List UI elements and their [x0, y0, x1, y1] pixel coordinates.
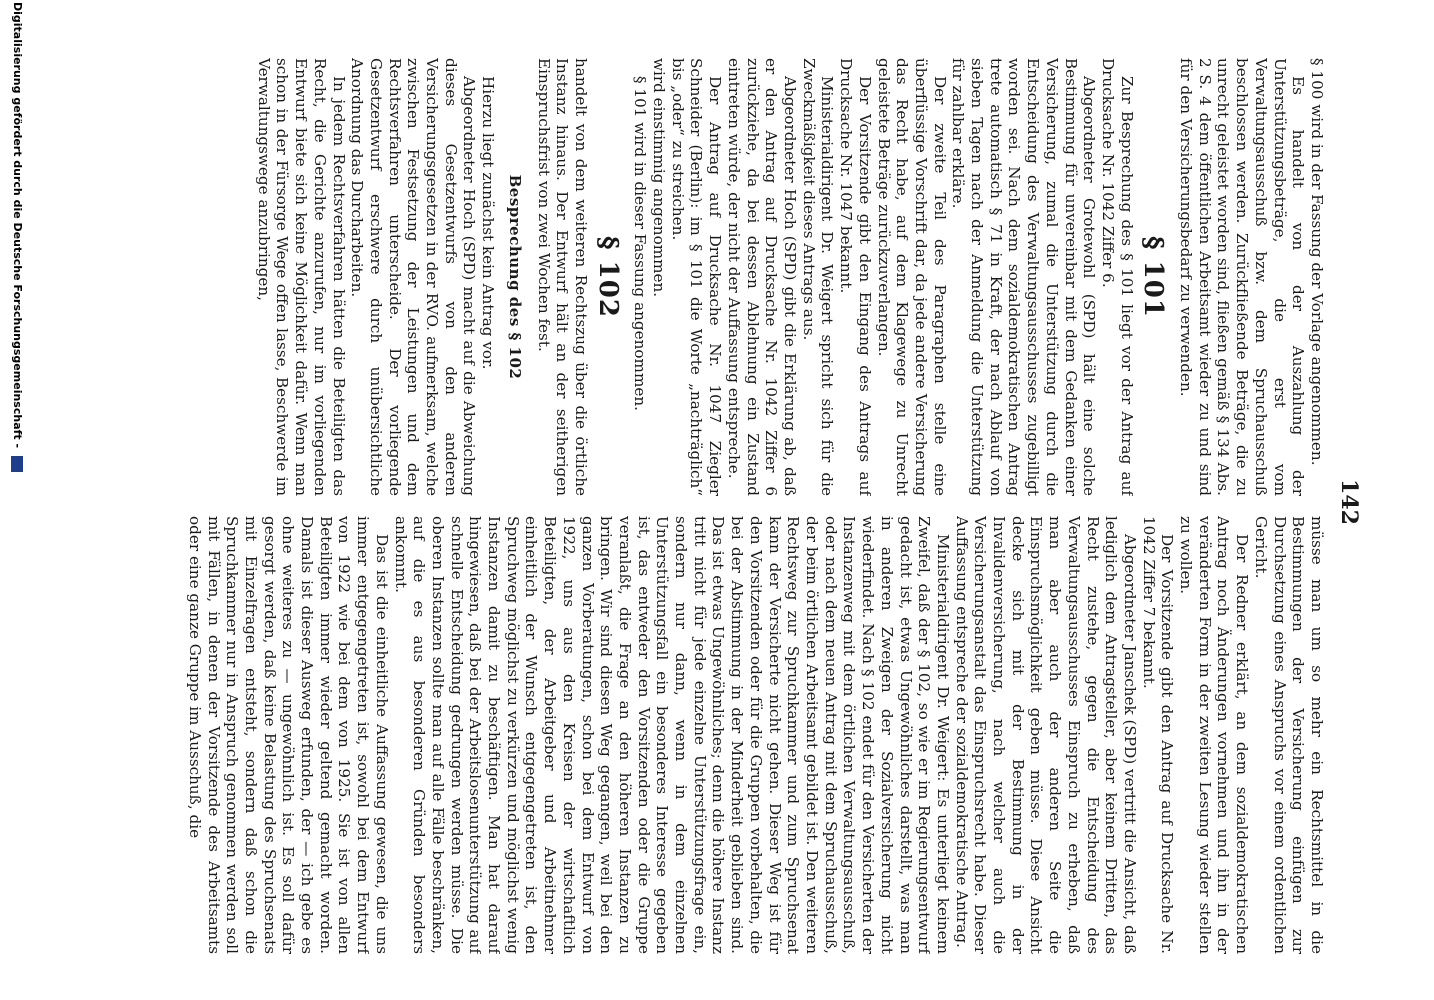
digitization-footer — [11, 2, 24, 998]
page-number: 142 — [1336, 479, 1362, 525]
right-column — [146, 516, 1326, 954]
footer-text: Digitalisierung gefördert durch die Deutsche Forschungsgemeinschaft - — [11, 2, 24, 449]
subsection-heading: Besprechung des § 102 — [505, 174, 524, 380]
paragraph: § 100 wird in der Fassung der Vorlage angenommen. — [1308, 58, 1326, 466]
section-heading-101: § 101 — [1138, 236, 1169, 318]
section-heading-102: § 102 — [592, 236, 623, 318]
paragraph: Der Vorsitzende gibt den Eingang des Antrags auf Drucksache Nr. 1047 bekannt. — [837, 58, 874, 496]
dfg-logo — [11, 456, 23, 472]
paragraph: In jedem Rechtsverfahren hätten die Beteiligten das Recht, die Gerichte anzurufen, nur im vorliegenden Entwurf biete sich keine Möglichkeit dafür. Wenn man schon in der Fürsorge Wege offen lasse, Beschwerde im Verwaltungswege anzubringen, — [254, 58, 348, 496]
paragraph: Abgeordneter Janschek (SPD) vertritt die Ansicht, daß lediglich dem Antragsteller, aber keinem Dritten, das Recht zustehe, gegen die Entscheidung des Verwaltungsausschusses Einspruch zu erheben, daß man aber auch der anderen Seite die Einspruchsmöglichkeit geben müsse. Diese Ansicht decke sich mit der Bestimmung in der Invalidenversicherung, nach welcher auch die Versicherungsanstalt das Einspruchsrecht habe. Dieser Auffassung entspreche der sozialdemokratische Antrag. — [952, 516, 1139, 954]
paragraph: Es handelt von der Auszahlung der Unterstützungsbeträge, die erst vom Verwaltungsausschuß bzw. dem Spruchausschuß beschlossen werden. Zurückfließende Beträge, die zu unrecht geleistet worden sind, fließen gemäß § 134 Abs. 2 S. 4 dem öffentlichen Arbeitsamt wieder zu und sind für den Versicherungsbedarf zu verwenden. — [1177, 58, 1308, 496]
paragraph: Ministerialdirigent Dr. Weigert spricht sich für die Zweckmäßigkeit dieses Antrags aus. — [799, 58, 837, 496]
paragraph: handelt von dem weiteren Rechtszug über die örtliche Instanz hinaus. Der Entwurf hält an der seitherigen Einspruchsfrist von zwei Wochen fest. — [534, 58, 590, 496]
paragraph: Das ist die einheitliche Auffassung gewesen, die uns immer entgegengetreten ist, sowohl bei dem Entwurf von 1922 wie bei dem von 1925. Sie ist von allen Beteiligten immer wieder geltend gemacht worden. Damals ist dieser Ausweg erfunden, der — ich gebe es ohne weiteres zu — ungewöhnlich ist. Es soll dafür gesorgt werden, daß keine Belastung des Spruchsenats mit Einzelfragen entsteht, sondern daß schon die Spruchkammer nur in Anspruch genommen werden soll mit Fällen, in denen der Vorsitzende des Arbeitsamts oder eine ganze Gruppe im Ausschuß, die — [185, 516, 391, 954]
paragraph: Hierzu liegt zunächst kein Antrag vor. — [479, 76, 498, 370]
paragraph: § 101 wird in dieser Fassung angenommen. — [631, 76, 650, 411]
paragraph: Ministerialdirigent Dr. Weigert: Es unterliegt keinem Zweifel, daß der § 102, so wie er im Regierungsentwurf gedacht ist, etwas Ungewöhnliches darstellt, was man in anderen Zweigen der Sozialversicherung nicht wiederfindet. Nach § 102 endet für den Versicherten der Instanzenweg mit dem örtlichen Verwaltungsausschuß, oder nach dem neuen Antrag mit dem Spruchausschuß, der beim örtlichen Arbeitsamt gebildet ist. Den weiteren Rechtsweg zur Spruchkammer und zum Spruchsenat kann der Versicherte nicht gehen. Dieser Weg ist für den Vorsitzenden oder für die Gruppen vorbehalten, die bei der Abstimmung in der Minderheit geblieben sind. Das ist etwas Ungewöhnliches; denn die höhere Instanz tritt nicht für jede einzelne Unterstützungsfrage ein, sondern nur dann, wenn in dem einzelnen Unterstützungsfall ein besonderes Interesse gegeben ist, das entweder den Vorsitzenden oder die Gruppe veranlaßt, die Frage an den höheren Instanzen zu bringen. Wir sind diesen Weg gegangen, weil bei den ganzen Vorberatungen, schon bei dem Entwurf von 1922, uns aus den Kreisen der wirtschaftlich Beteiligten, der Arbeitgeber und Arbeitnehmer einheitlich der Wunsch entgegengetreten ist, den Spruchweg möglichst zu verkürzen und möglichst wenig Instanzen damit zu beschäftigen. Man hat darauf hingewiesen, daß bei der Arbeitslosenunterstützung auf schnelle Entscheidung gedrungen werden müsse. Die oberen Instanzen sollte man auf alle Fälle beschränken, auf die es aus besonderen Gründen besonders ankommt. — [391, 516, 952, 954]
paragraph: Abgeordneter Hoch (SPD) gibt die Erklärung ab, daß er den Antrag auf Drucksache Nr. 1042 Ziffer 6 zurückziehe, da bei dessen Ablehnung ein Zustand eintreten würde, der nicht der Auffassung entspreche. — [724, 58, 800, 496]
paragraph: Zur Besprechung des § 101 liegt vor der Antrag auf Drucksache Nr. 1042 Ziffer 6. — [1098, 58, 1136, 496]
paragraph: Der Redner erklärt, an dem sozialdemokratischen Antrag noch Änderungen vornehmen und ihn in der veränderten Form in der zweiten Lesung wieder stellen zu wollen. — [1177, 516, 1252, 954]
paragraph: Der zweite Teil des Paragraphen stelle eine überflüssige Vorschrift dar, da jede andere Versicherung das Recht habe, auf dem Klagewege zu Unrecht geleistete Beträge zurückzuverlangen. — [874, 58, 949, 496]
paragraph: Abgeordneter Grotewohl (SPD) hält eine solche Bestimmung für unvereinbar mit dem Gedanken einer Versicherung, zumal die Unterstützung durch die Entscheidung des Verwaltungsausschusses zugebilligt worden sei. Nach dem sozialdemokratischen Antrag trete automatisch § 71 in Kraft, der nach Ablauf von sieben Tagen nach der Anmeldung die Unterstützung für zahlbar erkläre. — [949, 58, 1099, 496]
paragraph: Abgeordneter Hoch (SPD) macht auf die Abweichung dieses Gesetzentwurfs von den anderen Versicherungsgesetzen in der RVO. aufmerksam, welche zwischen Festsetzung der Leistungen und dem Rechtsverfahren unterscheide. Der vorliegende Gesetzentwurf erschwere durch unübersichtliche Anordnung das Durcharbeiten. — [348, 58, 479, 496]
paragraph: wird einstimmig angenommen. — [650, 58, 669, 298]
left-column — [146, 58, 1326, 496]
paragraph: müsse man um so mehr ein Rechtsmittel in die Bestimmungen der Versicherung einfügen zur Durchsetzung eines Anspruchs vor einem ordentlichen Gericht. — [1251, 516, 1326, 954]
paragraph: Der Vorsitzende gibt den Antrag auf Drucksache Nr. 1042 Ziffer 7 bekannt. — [1139, 516, 1177, 954]
paragraph: Der Antrag auf Drucksache Nr. 1047 Ziegler Schneider (Berlin): im § 101 die Worte „nachträglich“ bis „oder“ zu streichen. — [668, 58, 725, 496]
